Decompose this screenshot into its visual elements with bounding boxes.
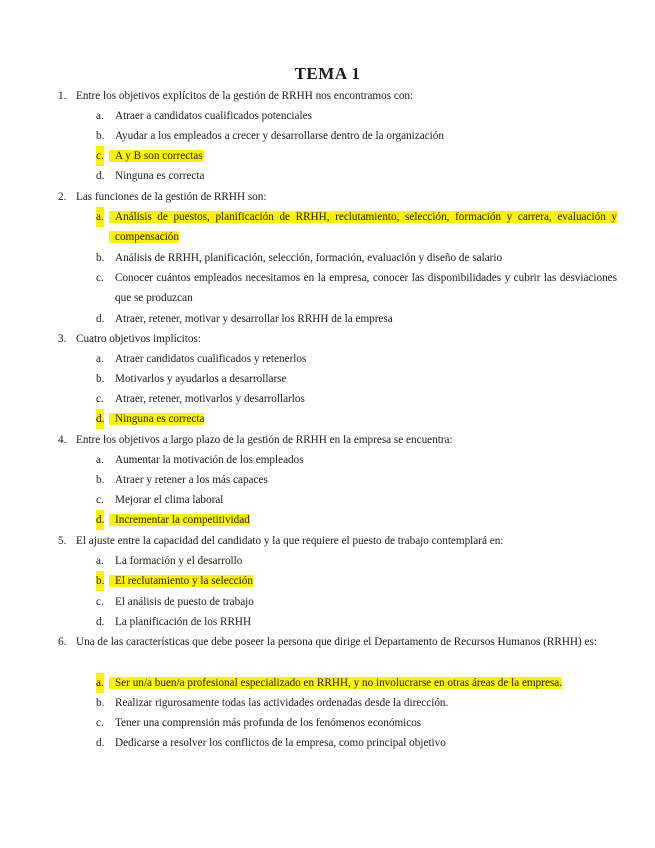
option-letter: d.	[96, 313, 105, 325]
question-number: 5.	[58, 535, 67, 547]
question-text: Una de las características que debe poseer la persona que dirige el Departamento de Recursos Humanos (RRHH) es:	[76, 636, 597, 648]
option-letter: a.	[96, 353, 104, 365]
option-text: Realizar rigurosamente todas las actividades ordenadas desde la dirección.	[115, 697, 449, 709]
option-text: Atraer y retener a los más capaces	[115, 474, 268, 486]
option-letter: d.	[96, 510, 104, 530]
option-letter: c.	[96, 717, 104, 729]
option-text-highlighted: Ninguna es correcta	[109, 413, 204, 425]
option-letter: a.	[96, 207, 104, 227]
option-letter: a.	[96, 555, 104, 567]
option-letter: b.	[96, 697, 105, 709]
option-text: Atraer, retener, motivarlos y desarrollarlos	[115, 393, 305, 405]
option-text: Atraer candidatos cualificados y retenerlos	[115, 353, 307, 365]
option-letter: d.	[96, 170, 105, 182]
option-letter: a.	[96, 454, 104, 466]
option-text-highlighted: A y B son correctas	[109, 150, 204, 162]
option-letter: a.	[96, 673, 104, 693]
page-title: TEMA 1	[294, 64, 361, 83]
question-number: 1.	[58, 90, 67, 102]
question-number: 4.	[58, 434, 67, 446]
option-text-highlighted: Análisis de puestos, planificación de RRHH, reclutamiento, selección, formación y carrera, evaluación y compensación	[109, 211, 617, 243]
question-number: 2.	[58, 191, 67, 203]
option-text: Análisis de RRHH, planificación, selección, formación, evaluación y diseño de salario	[115, 252, 503, 264]
option-text: Atraer a candidatos cualificados potenciales	[115, 110, 312, 122]
question-text: Entre los objetivos explícitos de la gestión de RRHH nos encontramos con:	[76, 90, 414, 102]
option-letter: b.	[96, 373, 105, 385]
option-text: La planificación de los RRHH	[115, 616, 252, 628]
question-text: El ajuste entre la capacidad del candidato y la que requiere el puesto de trabajo contemplará en:	[76, 535, 504, 547]
option-letter: c.	[96, 146, 104, 166]
option-text: Mejorar el clima laboral	[115, 494, 224, 506]
question-text: Cuatro objetivos implícitos:	[76, 333, 201, 345]
option-text: Aumentar la motivación de los empleados	[115, 454, 304, 466]
option-letter: c.	[96, 393, 104, 405]
question-number: 3.	[58, 333, 67, 345]
option-letter: b.	[96, 474, 105, 486]
option-text-highlighted: Ser un/a buen/a profesional especializado en RRHH, y no involucrarse en otras áreas de la empresa.	[109, 677, 562, 689]
option-text: Dedicarse a resolver los conflictos de la empresa, como principal objetivo	[115, 737, 446, 749]
option-text: Ayudar a los empleados a crecer y desarrollarse dentro de la organización	[115, 130, 444, 142]
question-number: 6.	[58, 636, 67, 648]
question-text: Las funciones de la gestión de RRHH son:	[76, 191, 267, 203]
option-letter: c.	[96, 596, 104, 608]
option-letter: c.	[96, 494, 104, 506]
option-letter: a.	[96, 110, 104, 122]
option-text: La formación y el desarrollo	[115, 555, 243, 567]
option-letter: d.	[96, 616, 105, 628]
question-text: Entre los objetivos a largo plazo de la gestión de RRHH en la empresa se encuentra:	[76, 434, 453, 446]
option-text: Atraer, retener, motivar y desarrollar los RRHH de la empresa	[115, 313, 393, 325]
option-letter: c.	[96, 272, 104, 284]
option-letter: b.	[96, 571, 104, 591]
option-letter: b.	[96, 252, 105, 264]
option-text-highlighted: Incrementar la competitividad	[109, 514, 250, 526]
option-text: Tener una comprensión más profunda de los fenómenos económicos	[115, 717, 422, 729]
option-letter: d.	[96, 409, 104, 429]
option-text: El análisis de puesto de trabajo	[115, 596, 254, 608]
option-text: Motivarlos y ayudarlos a desarrollarse	[115, 373, 287, 385]
option-letter: b.	[96, 130, 105, 142]
option-text-highlighted: El reclutamiento y la selección	[109, 575, 253, 587]
option-text: Conocer cuántos empleados necesitamos en la empresa, conocer las disponibilidades y cubrir las desviaciones que se produzcan	[115, 272, 617, 304]
option-text: Ninguna es correcta	[115, 170, 205, 182]
option-letter: d.	[96, 737, 105, 749]
